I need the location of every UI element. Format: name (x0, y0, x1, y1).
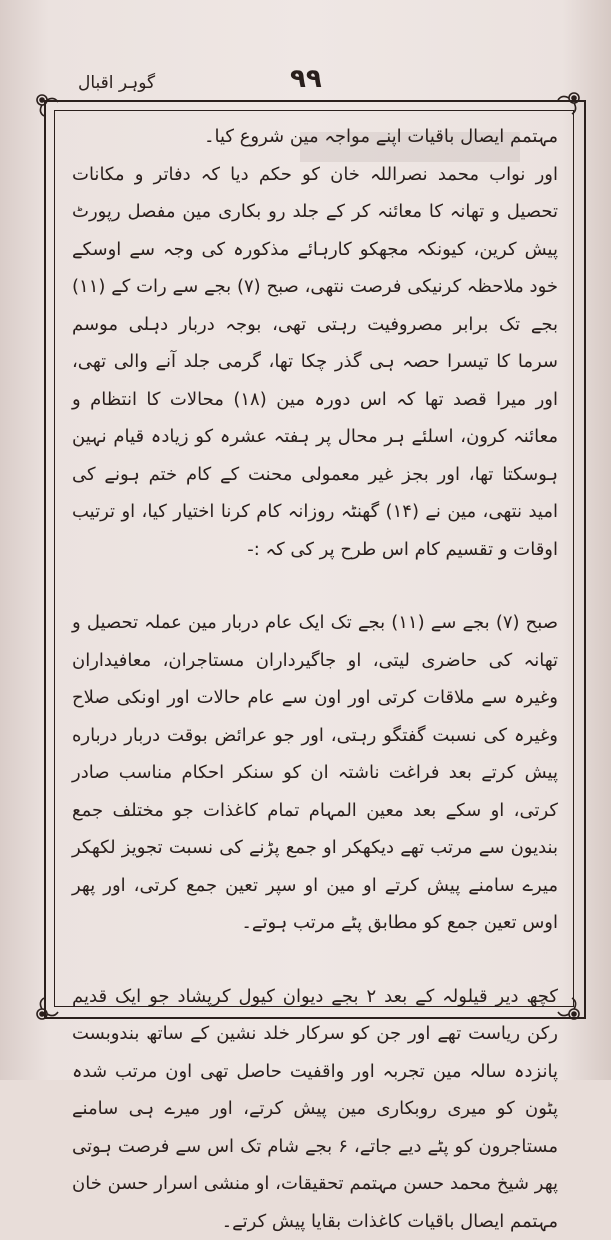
page-number: ۹۹ (290, 64, 322, 94)
paragraph: اور نواب محمد نصراللہ خان کو حکم دیا کہ دفاتر و مکانات تحصیل و تھانہ کا معائنہ کر کے جلد رو بکاری مین مفصل رپورٹ پیش کرین، کیونکہ مجھکو کارہائے مذکورہ کی وجہ سے اوسکے خود ملاحظہ کرنیکی فرصت نتھی، صبح (۷) بجے سے رات کے (۱۱) بجے تک برابر مصروفیت رہتی تھی، بوجہ دربار دہلی موسم سرما کا تیسرا حصہ ہی گذر چکا تھا، گرمی جلد آنے والی تھی، اور میرا قصد تھا کہ اس دورہ مین (۱۸) محالات کا انتظام و معائنہ کرون، اسلئے ہر محال پر ہفتہ عشرہ کو زیادہ قیام نہین ہوسکتا تھا، اور بجز غیر معمولی محنت کے کام ختم ہونے کی امید نتھی، مین نے (۱۴) گھنٹہ روزانہ کام کرنا اختیار کیا، او ترتیب اوقات و تقسیم کام اس طرح پر کی کہ :- (72, 156, 558, 569)
running-title: گوہر اقبال (78, 72, 155, 93)
paragraph: مہتمم ایصال باقیات اپنے مواجہ مین شروع کیا۔ (72, 118, 558, 156)
corner-ornament-icon (32, 90, 60, 118)
corner-ornament-icon (556, 996, 584, 1024)
corner-ornament-icon (32, 996, 60, 1024)
paragraph: کچھ دیر قیلولہ کے بعد ۲ بجے دیوان کیول کرپشاد جو ایک قدیم رکن ریاست تھے اور جن کو سرکار خلد نشین کے ساتھ بندوبست پانزدہ سالہ مین تجربہ اور واقفیت حاصل تھی اون مرتب شدہ پٹون کو میری روبکاری مین پیش کرتے، اور میرے ہی سامنے مستاجرون کو پٹے دیے جاتے، ۶ بجے شام تک اس سے فرصت ہوتی پھر شیخ محمد حسن مہتمم تحقیقات، او منشی اسرار حسن خان مہتمم ایصال باقیات کاغذات بقایا پیش کرتے۔ (72, 978, 558, 1240)
corner-ornament-icon (556, 88, 584, 116)
body-text (72, 118, 558, 998)
paragraph: صبح (۷) بجے سے (۱۱) بجے تک ایک عام دربار مین عملہ تحصیل و تھانہ کی حاضری لیتی، او جاگیرداران مستاجران، معافیداران وغیرہ سے ملاقات کرتی اور اون سے عام حالات اور اونکی صلاح وغیرہ کی نسبت گفتگو رہتی، اور جو عرائض بوقت دربار درباره پیش کرتے بعد فراغت ناشتہ ان کو سنکر احکام مناسب صادر کرتی، او سکے بعد معین المہام تمام کاغذات جو مختلف جمع بندیون سے مرتب تھے دیکھکر او جمع پڑنے کی نسبت تجویز لکھکر میرے سامنے پیش کرتے او مین او سپر تعین جمع کرتی، اور پھر اوس تعین جمع کو مطابق پٹے مرتب ہوتے۔ (72, 604, 558, 942)
page-header (0, 62, 611, 102)
